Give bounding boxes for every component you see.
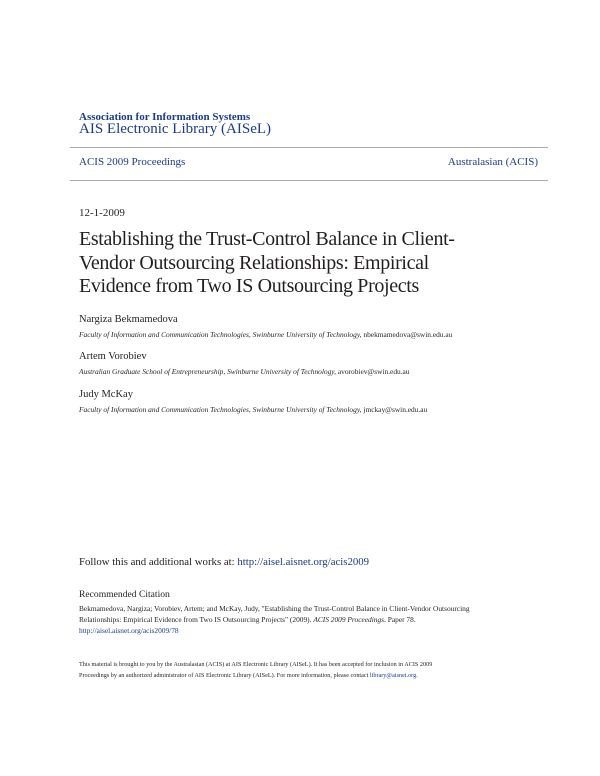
bottom-divider [70,180,548,181]
region-link[interactable]: Australasian (ACIS) [447,156,538,168]
paper-link[interactable]: http://aisel.aisnet.org/acis2009/78 [79,626,179,635]
author-block [79,388,549,415]
author-email: avorobiev@swin.edu.au [337,367,410,376]
title-line: Establishing the Trust-Control Balance in Client- [79,228,455,250]
recommended-citation-heading: Recommended Citation [79,589,170,600]
follow-works [79,556,369,568]
citation-part: Relationships: Empirical Evidence from Two IS Outsourcing Projects" (2009). [79,615,314,624]
top-divider [70,147,548,148]
notice-part: . [416,672,418,679]
citation-line-3 [79,625,539,636]
citation-part: . Paper 78. [384,615,416,624]
follow-text: Follow this and additional works at: [79,556,238,568]
affiliation-text: Faculty of Information and Communication Technologies, Swinburne University of Technology, [79,405,362,414]
title-line: Evidence from Two IS Outsourcing Projects [79,275,419,297]
title-line: Vendor Outsourcing Relationships: Empirical [79,251,429,274]
organization-name: Association for Information Systems [79,111,251,123]
library-name[interactable]: AIS Electronic Library (AISeL) [79,121,272,137]
author-affiliation [79,405,549,415]
author-affiliation [79,367,549,377]
notice-line-1: This material is brought to you by the Australasian (ACIS) at AIS Electronic Library (AISeL). It has been accepted for inclusion in ACIS 2009 [79,661,433,668]
contact-email-link[interactable]: library@aisnet.org [369,672,417,679]
author-name: Artem Vorobiev [79,351,147,362]
citation-line-2 [79,614,539,625]
author-affiliation [79,330,549,340]
author-email: jmckay@swin.edu.au [363,405,428,414]
proceedings-name: ACIS 2009 Proceedings [313,615,385,624]
author-block [79,313,549,340]
citation-text [79,603,539,636]
author-name: Judy McKay [79,389,133,400]
collection-link[interactable]: http://aisel.aisnet.org/acis2009 [237,556,370,568]
affiliation-text: Australian Graduate School of Entrepreneurship, Swinburne University of Technology, [79,367,337,376]
inclusion-notice [79,659,549,681]
citation-line-1: Bekmamedova, Nargiza; Vorobiev, Artem; and McKay, Judy, "Establishing the Trust-Control Balance in Client-Vendor Outsourcing [79,604,470,613]
paper-title [79,228,549,299]
notice-part: Proceedings by an authorized administrator of AIS Electronic Library (AISeL). For more information, please contact [79,672,370,679]
author-name: Nargiza Bekmamedova [79,314,178,325]
publication-date: 12-1-2009 [79,207,125,219]
author-email: nbekmamedova@swin.edu.au [363,330,453,339]
notice-line-2 [79,670,549,681]
affiliation-text: Faculty of Information and Communication Technologies, Swinburne University of Technology, [79,330,362,339]
proceedings-link[interactable]: ACIS 2009 Proceedings [79,156,186,168]
author-block [79,350,549,377]
